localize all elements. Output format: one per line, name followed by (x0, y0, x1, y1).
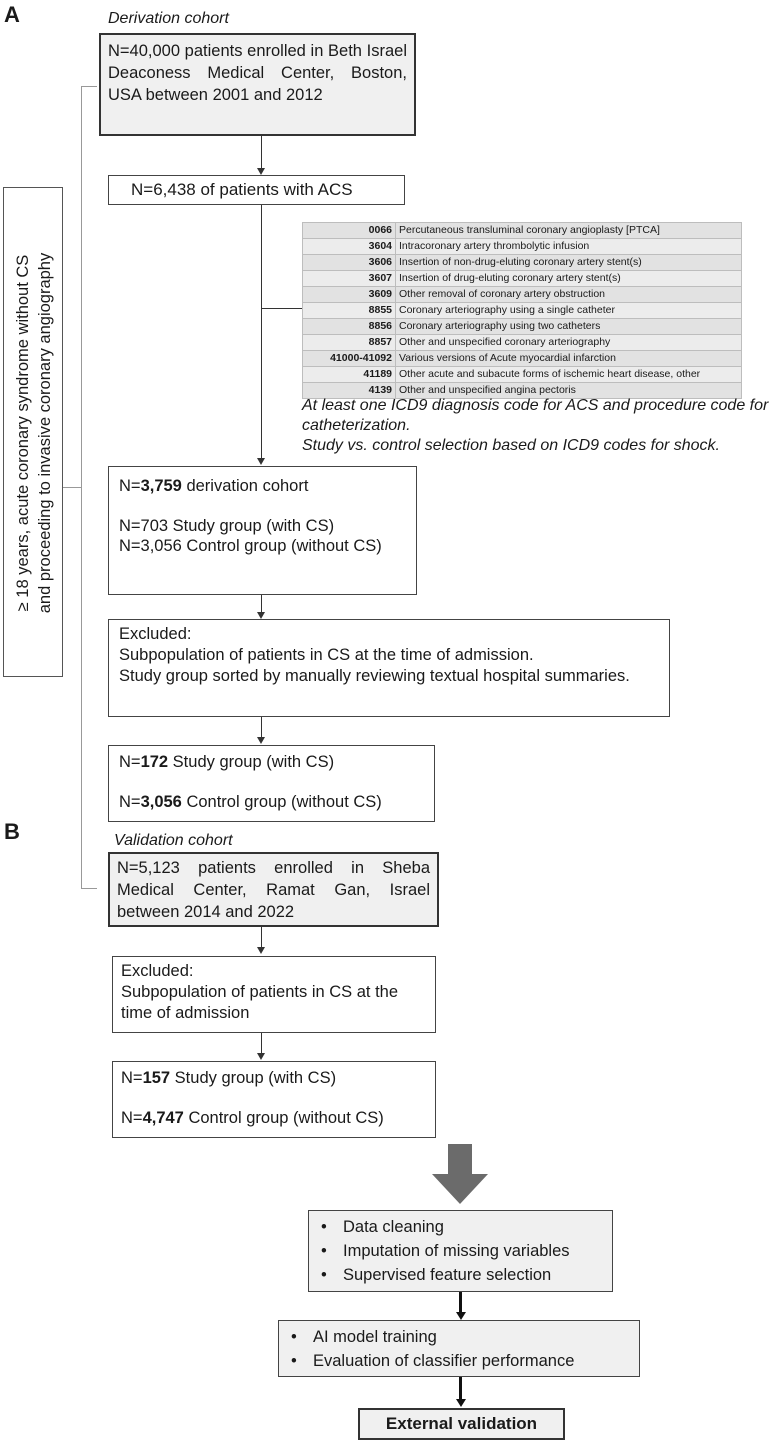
pipeline-step-item: • Evaluation of classifier performance (309, 1349, 631, 1373)
pipeline-step-item: • Data cleaning (339, 1215, 604, 1239)
derivation-enrolled-box (99, 33, 416, 136)
acs-box (108, 175, 405, 205)
validation-groups-box (112, 1061, 436, 1138)
icd9-description: Other and unspecified angina pectoris (396, 383, 742, 399)
derivation-cohort-count: 3,759 (140, 477, 182, 495)
validation-control: N=4,747 Control group (without CS) (121, 1109, 384, 1127)
validation-excluded-text: Subpopulation of patients in CS at the time of admission (121, 983, 399, 1022)
codes-note-2: Study vs. control selection based on ICD9 codes for shock. (302, 437, 720, 454)
icd9-description: Other and unspecified coronary arteriography (396, 335, 742, 351)
derivation-control-group: N=3,056 Control group (without CS) (119, 537, 382, 555)
acs-text: N=6,438 of patients with ACS (131, 180, 353, 199)
icd9-code-row (303, 351, 742, 367)
icd9-code: 3609 (303, 287, 396, 303)
codes-note-1: At least one ICD9 diagnosis code for ACS and procedure code for catheterization. (302, 397, 769, 434)
icd9-code-row (303, 223, 742, 239)
icd9-description: Coronary arteriography using two catheters (396, 319, 742, 335)
inclusion-criteria-line1: ≥ 18 years, acute coronary syndrome without CS (14, 254, 32, 612)
pipeline-step-item: • Imputation of missing variables (339, 1239, 604, 1263)
derivation-heading: Derivation cohort (108, 10, 229, 27)
pipeline-step-item: • Supervised feature selection (339, 1263, 604, 1287)
validation-enrolled-text: N=5,123 patients enrolled in Sheba Medical Center, Ramat Gan, Israel between 2014 and 2022 (117, 859, 430, 921)
icd9-description: Percutaneous transluminal coronary angioplasty [PTCA] (396, 223, 742, 239)
derivation-final-box (108, 745, 435, 822)
icd9-code: 3607 (303, 271, 396, 287)
inclusion-criteria-box (3, 187, 63, 677)
icd9-code: 3606 (303, 255, 396, 271)
validation-heading: Validation cohort (114, 832, 233, 849)
inclusion-criteria-line2: and proceeding to invasive coronary angiography (36, 252, 54, 614)
icd9-code: 3604 (303, 239, 396, 255)
pipeline-step-item: • AI model training (309, 1325, 631, 1349)
validation-enrolled-box (108, 852, 439, 927)
validation-study: N=157 Study group (with CS) (121, 1069, 337, 1087)
icd9-description: Intracoronary artery thrombolytic infusion (396, 239, 742, 255)
derivation-study-group: N=703 Study group (with CS) (119, 517, 335, 535)
icd9-code-row (303, 287, 742, 303)
icd9-description: Coronary arteriography using a single catheter (396, 303, 742, 319)
icd9-code-row (303, 303, 742, 319)
icd9-code: 4139 (303, 383, 396, 399)
derivation-final-study: N=172 Study group (with CS) (119, 753, 335, 771)
external-validation-box (358, 1408, 565, 1440)
icd9-description: Other removal of coronary artery obstruction (396, 287, 742, 303)
icd9-code: 8855 (303, 303, 396, 319)
icd9-code: 41000-41092 (303, 351, 396, 367)
derivation-cohort-line: N=3,759 derivation cohort (119, 477, 309, 495)
icd9-description: Insertion of drug-eluting coronary artery stent(s) (396, 271, 742, 287)
icd9-description: Insertion of non-drug-eluting coronary artery stent(s) (396, 255, 742, 271)
codes-note (302, 396, 772, 456)
down-arrow-icon (430, 1144, 490, 1206)
derivation-enrolled-text: N=40,000 patients enrolled in Beth Israel Deaconess Medical Center, Boston, USA between 2001 and 2012 (108, 42, 407, 104)
inclusion-criteria-label (12, 193, 56, 673)
preprocessing-list (317, 1215, 604, 1287)
derivation-excluded-line1: Subpopulation of patients in CS at the time of admission. (119, 646, 534, 664)
validation-excluded-title: Excluded: (121, 962, 194, 980)
derivation-excluded-box (108, 619, 670, 717)
icd9-code: 0066 (303, 223, 396, 239)
training-box (278, 1320, 640, 1377)
icd9-code-row (303, 319, 742, 335)
icd9-code-row (303, 255, 742, 271)
icd9-code-row (303, 367, 742, 383)
icd9-description: Other acute and subacute forms of ischemic heart disease, other (396, 367, 742, 383)
icd9-code: 8856 (303, 319, 396, 335)
derivation-cohort-box (108, 466, 417, 595)
external-validation-label: External validation (385, 1414, 538, 1433)
icd9-description: Various versions of Acute myocardial infarction (396, 351, 742, 367)
training-list (287, 1325, 631, 1373)
validation-excluded-box (112, 956, 436, 1033)
icd9-code-row (303, 335, 742, 351)
derivation-excluded-title: Excluded: (119, 625, 192, 643)
derivation-final-control: N=3,056 Control group (without CS) (119, 793, 382, 811)
icd9-code: 41189 (303, 367, 396, 383)
derivation-excluded-line2: Study group sorted by manually reviewing textual hospital summaries. (119, 667, 630, 685)
icd9-code-row (303, 271, 742, 287)
icd9-code-row (303, 239, 742, 255)
panel-b-letter: B (4, 819, 20, 844)
panel-a-letter: A (4, 2, 20, 27)
preprocessing-box (308, 1210, 613, 1292)
icd9-code: 8857 (303, 335, 396, 351)
icd9-code-table (302, 222, 742, 399)
